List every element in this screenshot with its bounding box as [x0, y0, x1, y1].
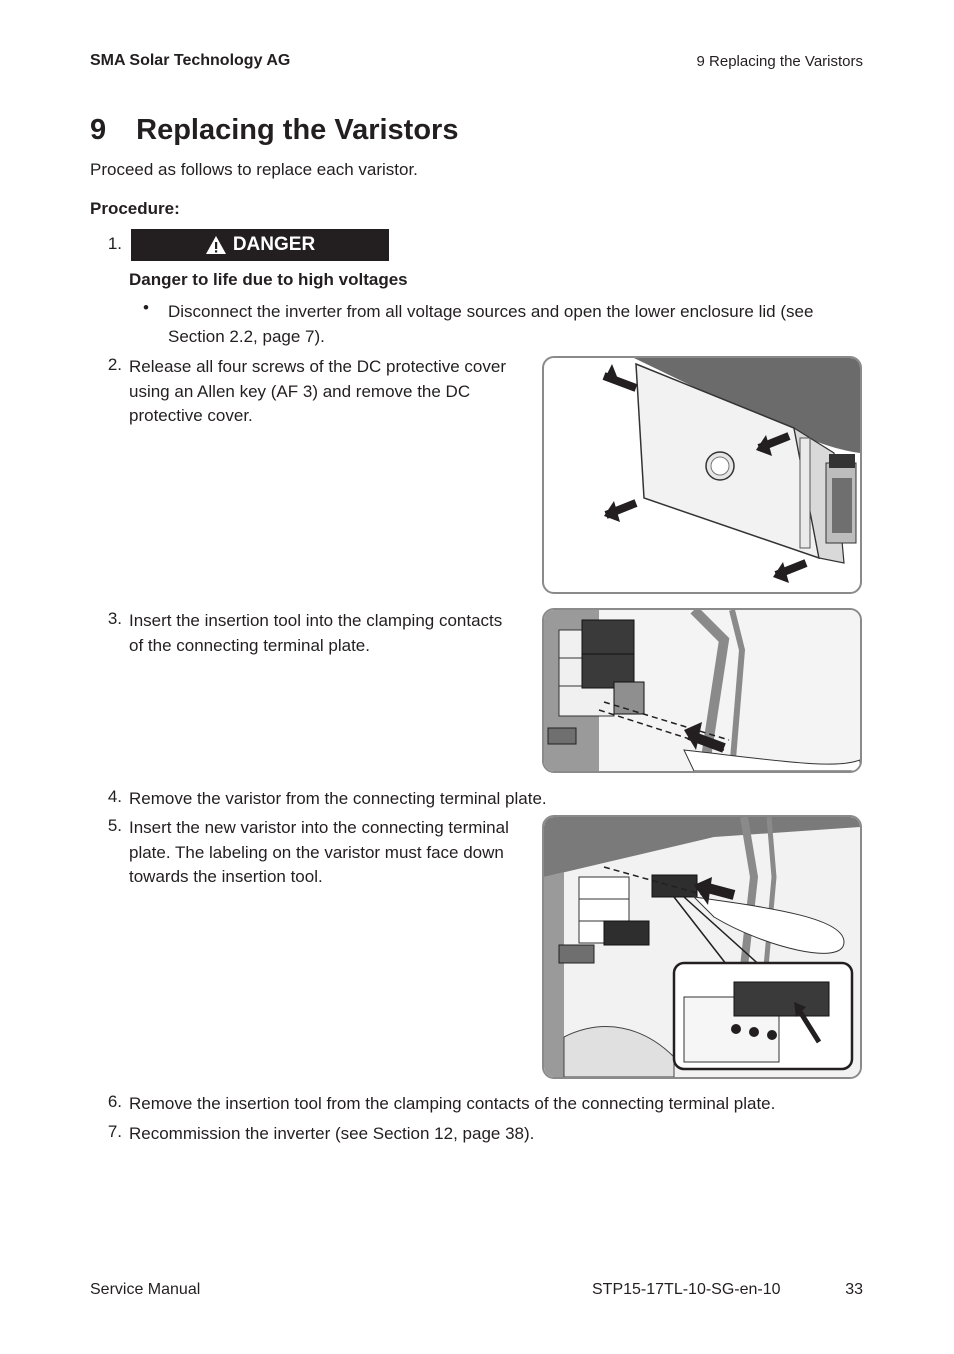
- intro-text: Proceed as follows to replace each varistor.: [90, 160, 418, 179]
- page-title: [90, 114, 458, 147]
- warning-icon: [205, 235, 227, 255]
- footer-doc-code: STP15-17TL-10-SG-en-10: [592, 1281, 781, 1298]
- danger-heading: Danger to life due to high voltages: [129, 270, 408, 289]
- step-7-number: 7.: [107, 1122, 122, 1141]
- step-2-text: Release all four screws of the DC protective cover using an Allen key (AF 3) and remove the DC protective cover.: [129, 357, 506, 425]
- danger-banner: [131, 229, 389, 261]
- step-6-text: Remove the insertion tool from the clamping contacts of the connecting terminal plate.: [129, 1094, 776, 1113]
- footer-doc-title: Service Manual: [90, 1281, 201, 1298]
- figure-insert-varistor: [542, 815, 862, 1079]
- figure-insert-tool: [542, 608, 862, 773]
- step-6-number: 6.: [107, 1092, 122, 1111]
- step-2-number: 2.: [107, 355, 122, 374]
- figure-dc-protective-cover: [542, 356, 862, 594]
- step-3-number: 3.: [107, 609, 122, 628]
- step-5-number: 5.: [107, 816, 122, 835]
- header-chapter: 9 Replacing the Varistors: [696, 53, 863, 70]
- header-company: SMA Solar Technology AG: [90, 52, 291, 69]
- danger-bullet-text: Disconnect the inverter from all voltage sources and open the lower enclosure lid (see Section 2.2, page 7).: [168, 302, 814, 346]
- procedure-label: Procedure:: [90, 199, 180, 218]
- step-7-text: Recommission the inverter (see Section 12, page 38).: [129, 1124, 535, 1143]
- title-text: Replacing the Varistors: [136, 114, 459, 146]
- page-number: 33: [845, 1281, 863, 1298]
- step-3-text: Insert the insertion tool into the clamping contacts of the connecting terminal plate.: [129, 611, 503, 655]
- step-4-number: 4.: [107, 787, 122, 806]
- danger-label: DANGER: [232, 234, 316, 255]
- title-number: 9: [90, 114, 107, 146]
- step-1-number: 1.: [107, 234, 122, 253]
- step-4-text: Remove the varistor from the connecting terminal plate.: [129, 789, 547, 808]
- step-5-text: Insert the new varistor into the connecting terminal plate. The labeling on the varistor must face down towards the insertion tool.: [129, 818, 509, 886]
- bullet-marker: •: [143, 298, 149, 317]
